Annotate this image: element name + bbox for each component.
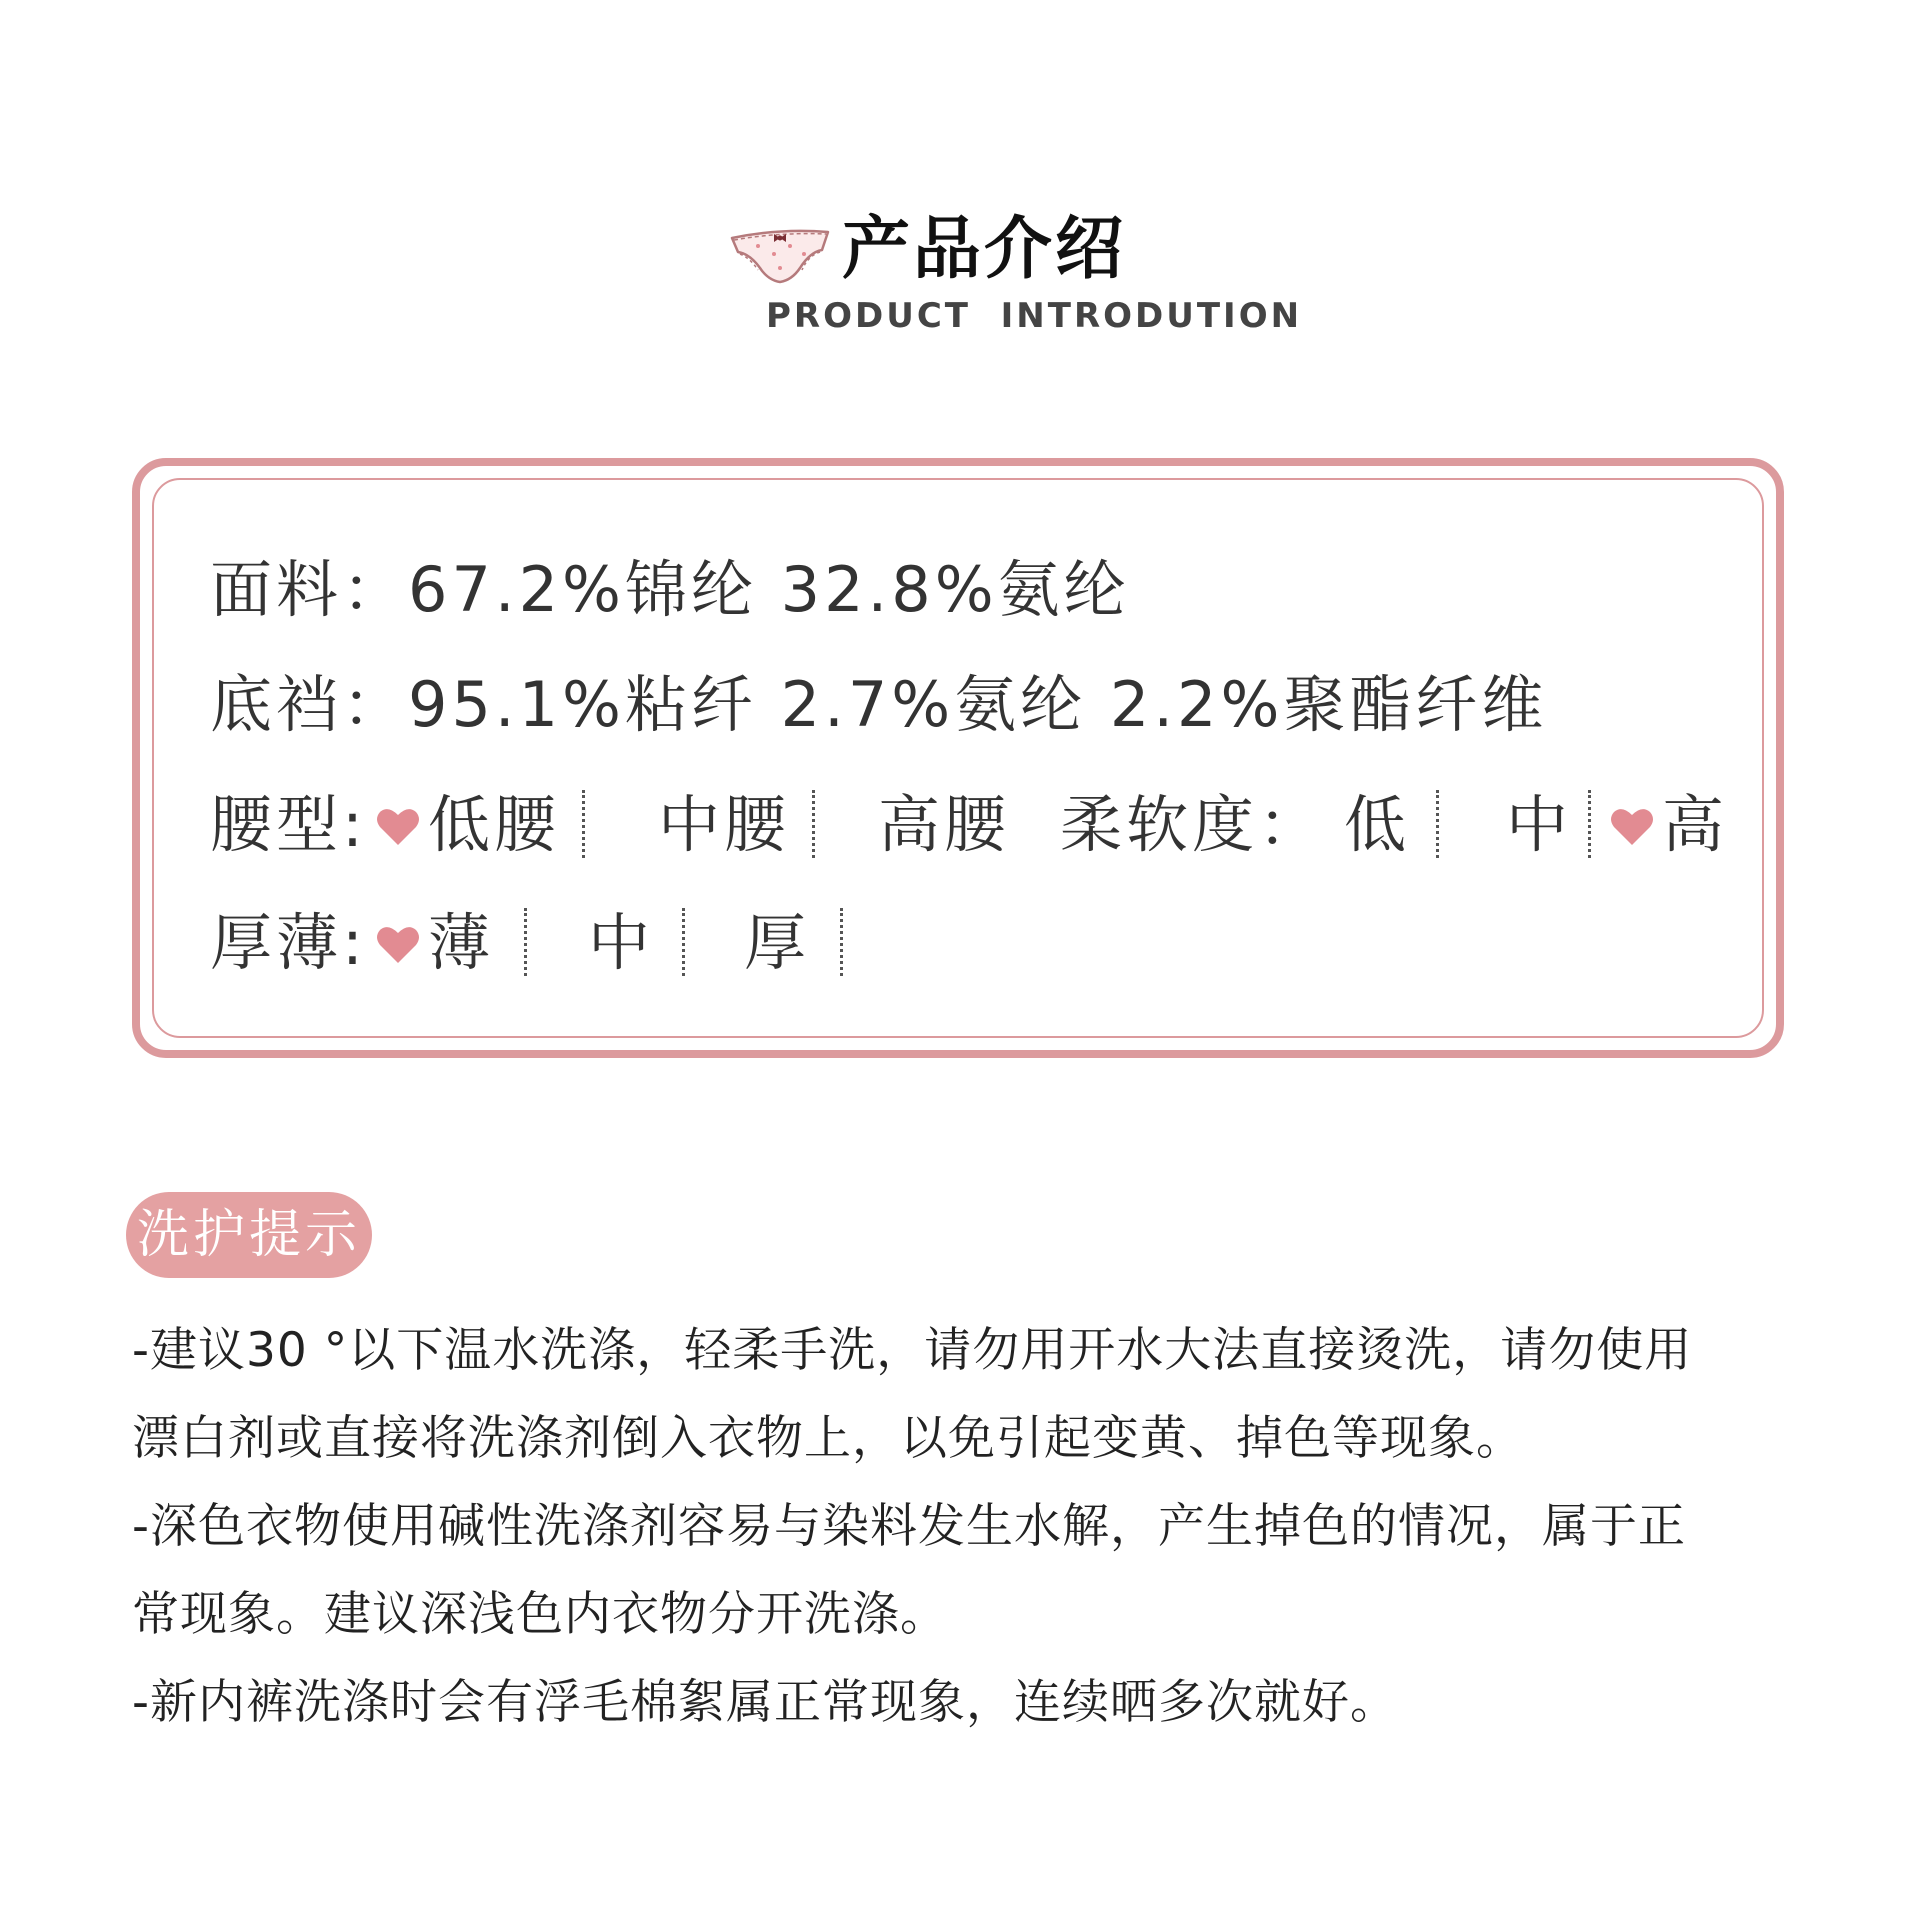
care-line: 常现象。建议深浅色内衣物分开洗涤。	[132, 1587, 948, 1642]
care-tips-badge	[126, 1192, 372, 1278]
option-separator	[1436, 790, 1439, 858]
care-line: -建议30 °以下温水洗涤，轻柔手洗，请勿用开水大法直接烫洗，请勿使用	[132, 1323, 1693, 1378]
thickness-option-thin: 薄	[428, 906, 495, 979]
option-separator	[812, 790, 815, 858]
option-separator	[682, 908, 685, 976]
crotch-row: 底裆：95.1%粘纤 2.7%氨纶 2.2%聚酯纤维	[210, 668, 1548, 741]
heart-icon	[1610, 807, 1654, 847]
thickness-option-thick: 厚	[744, 906, 811, 979]
softness-option-low: 低	[1344, 788, 1411, 861]
option-separator	[840, 908, 843, 976]
thickness-option-mid: 中	[588, 906, 655, 979]
waist-label: 腰型:	[210, 788, 367, 861]
fabric-row: 面料：67.2%锦纶 32.8%氨纶	[210, 553, 1130, 626]
care-line: 漂白剂或直接将洗涤剂倒入衣物上，以免引起变黄、掉色等现象。	[132, 1411, 1524, 1466]
care-line: -新内裤洗涤时会有浮毛棉絮属正常现象，连续晒多次就好。	[132, 1675, 1398, 1730]
option-separator	[524, 908, 527, 976]
softness-option-mid: 中	[1506, 788, 1573, 861]
thickness-label: 厚薄:	[210, 906, 367, 979]
softness-label: 柔软度：	[1060, 788, 1325, 861]
waist-option-mid: 中腰	[658, 788, 791, 861]
waist-option-high: 高腰	[878, 788, 1011, 861]
panties-icon	[728, 224, 832, 290]
option-separator	[1588, 790, 1591, 858]
page-subtitle: PRODUCT INTRODUTION	[766, 296, 1303, 336]
header	[0, 200, 1920, 350]
softness-option-high: 高	[1662, 788, 1729, 861]
page-title: 产品介绍	[842, 210, 1127, 289]
heart-icon	[376, 807, 420, 847]
care-line: -深色衣物使用碱性洗涤剂容易与染料发生水解，产生掉色的情况，属于正	[132, 1499, 1686, 1554]
waist-option-low: 低腰	[428, 788, 561, 861]
heart-icon	[376, 925, 420, 965]
option-separator	[582, 790, 585, 858]
care-tips-badge-label: 洗护提示	[136, 1205, 361, 1265]
